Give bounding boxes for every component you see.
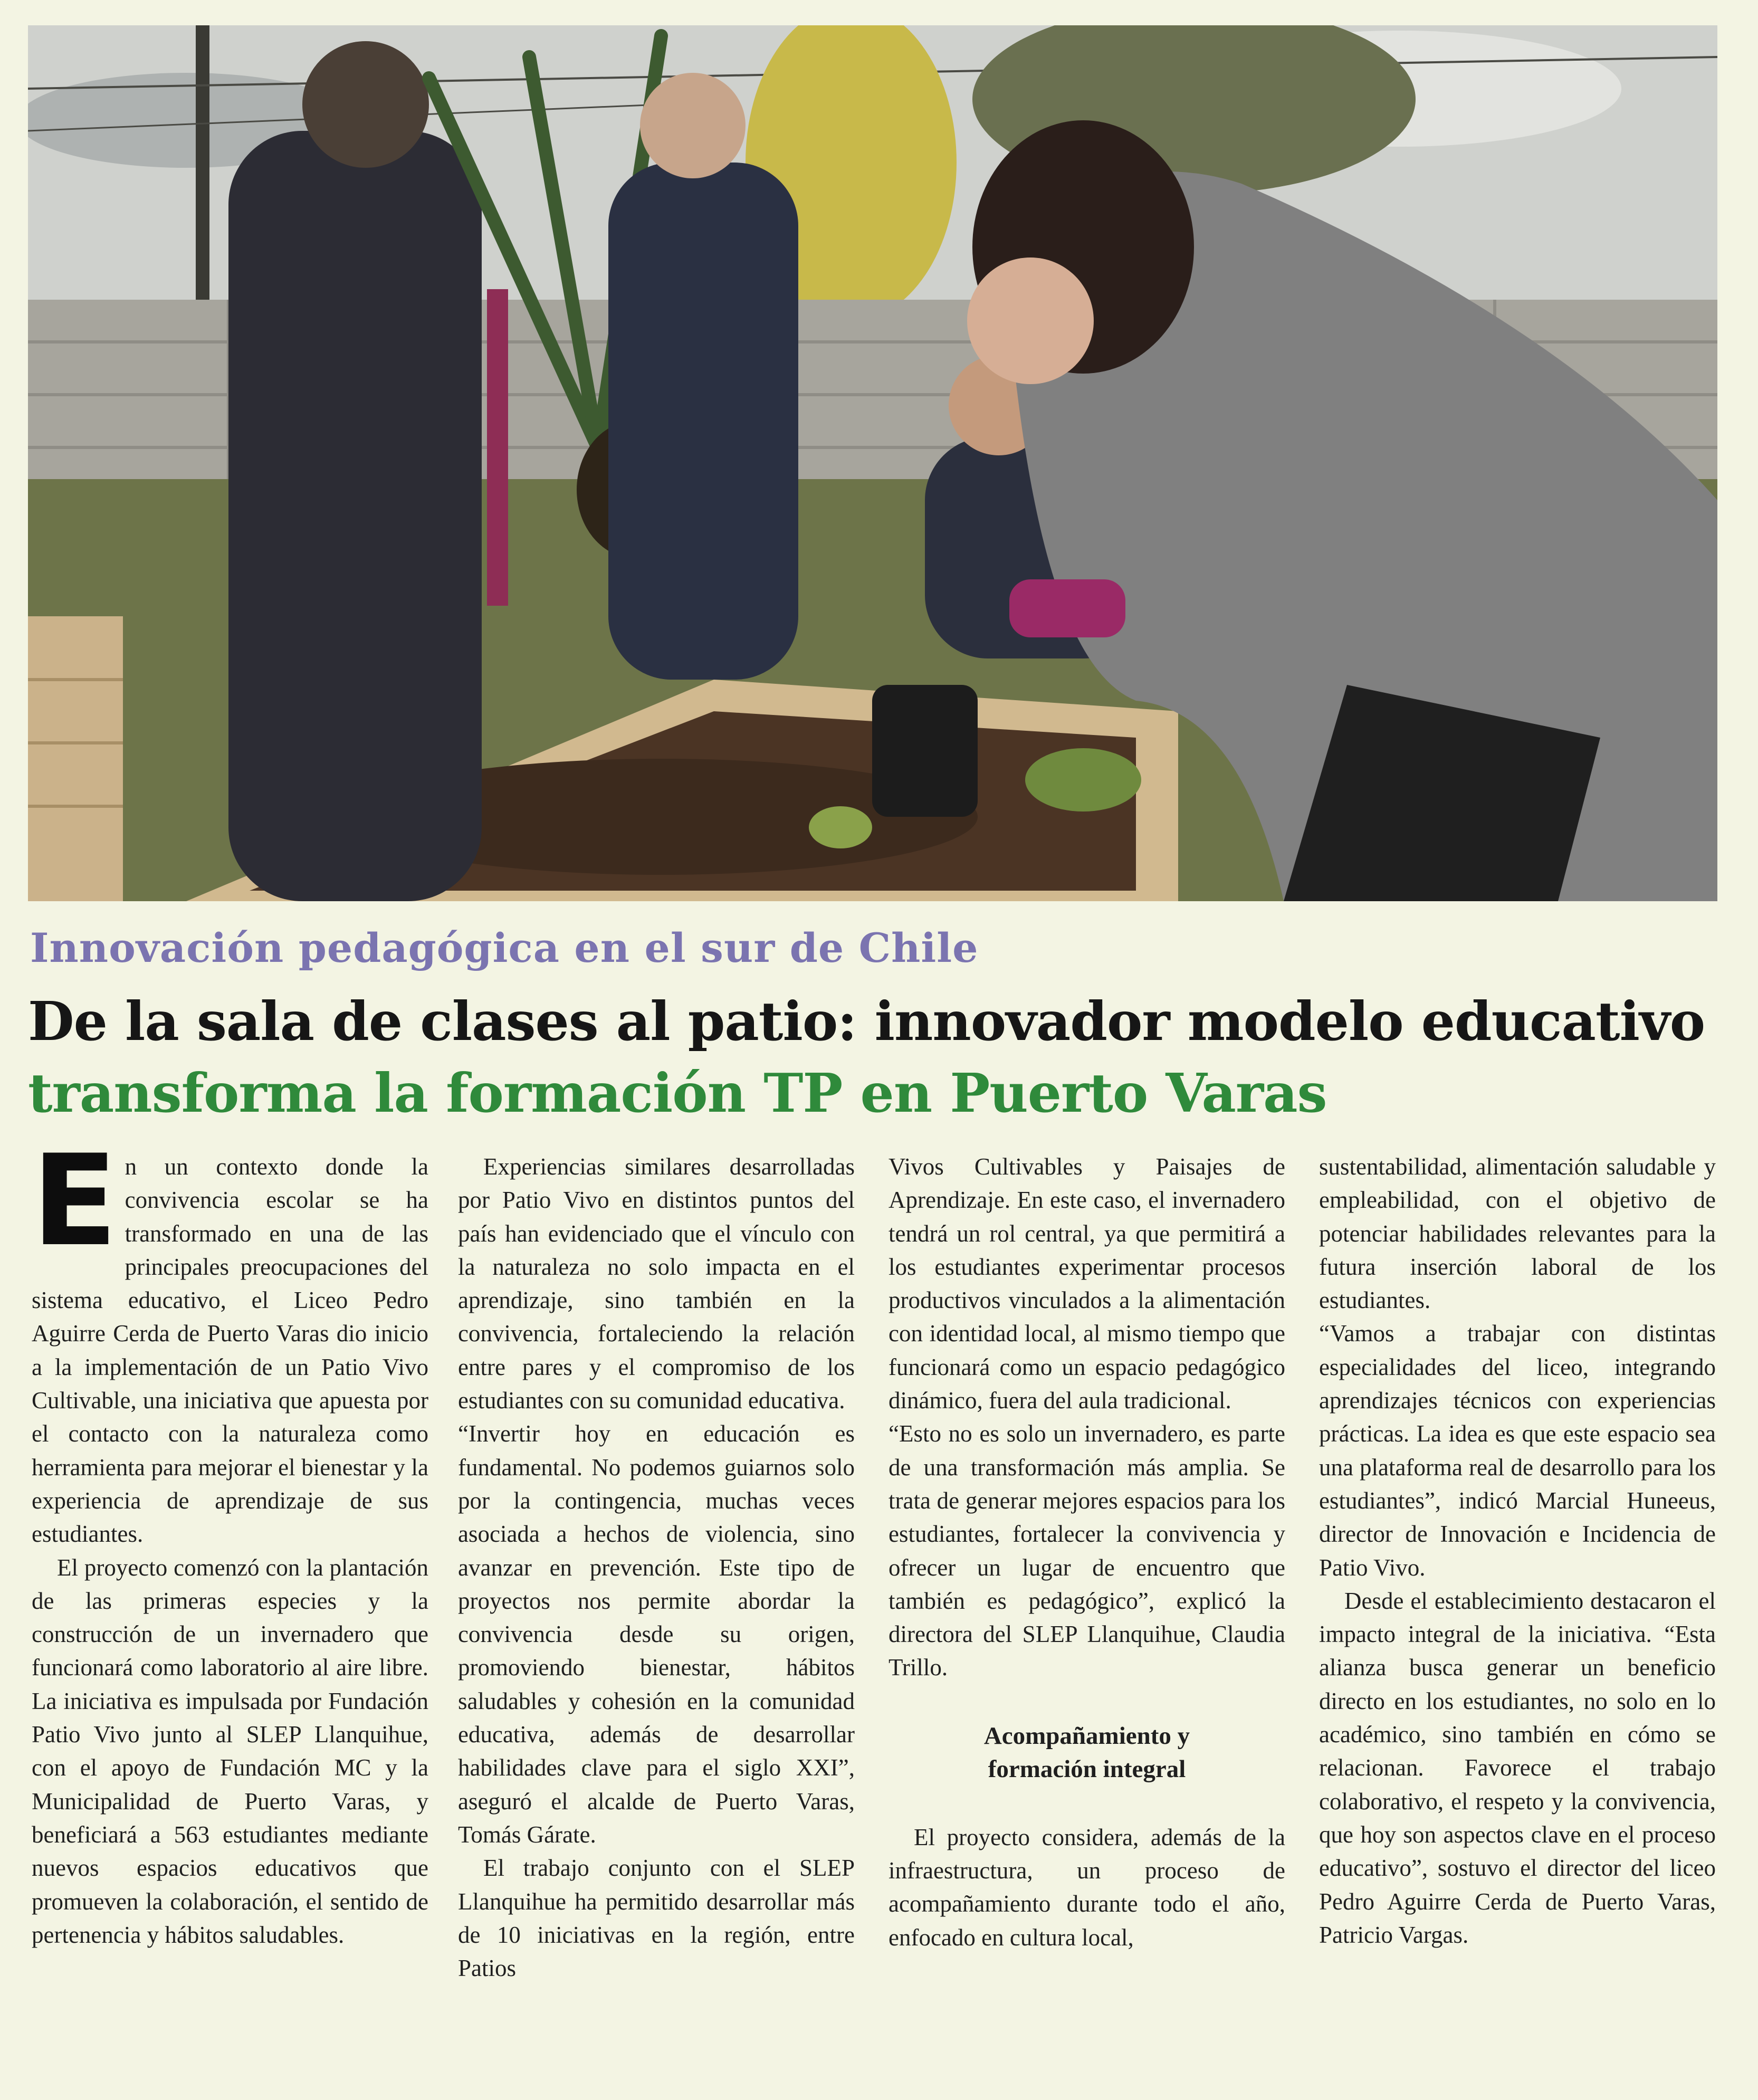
quote-paragraph: “Invertir hoy en educación es fundamental. No podemos guiarnos solo por la contingencia, muchas veces asociada a hechos de violencia, sino avanzar en prevención. Este tipo de proyectos nos permite abordar la convivencia desde su origen, promoviendo bienestar, hábitos saludables y cohesión en la comunidad educativa, además de desarrollar habilidades clave para el siglo XXI”, aseguró el alcalde de Puerto Varas, Tomás Gárate. xyxy=(458,1420,855,1848)
paragraph: El proyecto considera, además de la infraestructura, un proceso de acompañamiento durante todo el año, enfocado en cultura local, xyxy=(888,1824,1285,1951)
subheading-line-1: Acompañamiento y xyxy=(983,1722,1190,1750)
photo-illustration xyxy=(28,25,1717,901)
article-column-4 xyxy=(1319,1150,1716,1952)
paragraph: El proyecto comenzó con la plantación de las primeras especies y la construcción de un invernadero que funcionará como laboratorio al aire libre. La iniciativa es impulsada por Fundación Patio Vivo junto al SLEP Llanquihue, con el apoyo de Fundación MC y la Municipalidad de Puerto Varas, y beneficiará a 563 estudiantes mediante nuevos espacios educativos que promueven la colaboración, el sentido de pertenencia y hábitos saludables. xyxy=(32,1554,428,1948)
subheading-line-2: formación integral xyxy=(988,1755,1186,1783)
paragraph: Desde el establecimiento destacaron el impacto integral de la iniciativa. “Esta alianza busca generar un beneficio directo en los estudiantes, no solo en lo académico, sino también en cómo se relacionan. Favorece el trabajo colaborativo, el respeto y la convivencia, que hoy son aspectos clave en el proceso educativo”, sostuvo el director del liceo Pedro Aguirre Cerda de Puerto Varas, Patricio Vargas. xyxy=(1319,1587,1716,1948)
headline-part-green: transforma la formación TP en Puerto Varas xyxy=(28,1062,1327,1124)
quote-paragraph: “Esto no es solo un invernadero, es parte de una transformación más amplia. Se trata de generar mejores espacios para los estudiantes, fortalecer la convivencia y ofrecer un lugar de encuentro que también es pedagógico”, explicó la directora del SLEP Llanquihue, Claudia Trillo. xyxy=(888,1420,1285,1681)
article-photo xyxy=(28,25,1717,901)
paragraph: sustentabilidad, alimentación saludable y empleabilidad, con el objetivo de potenciar habilidades relevantes para la futura inserción laboral de los estudiantes. xyxy=(1319,1153,1716,1314)
paragraph: Experiencias similares desarrolladas por Patio Vivo en distintos puntos del país han evidenciado que el vínculo con la naturaleza no solo impacta en el aprendizaje, sino también en la convivencia, fortaleciendo la relación entre pares y el compromiso de los estudiantes con su comunidad educativa. xyxy=(458,1153,855,1414)
paragraph-intro xyxy=(32,1128,428,1551)
article-column-2 xyxy=(458,1150,855,1985)
paragraph-intro-text: n un contexto donde la convivencia escolar se ha transformado en una de las principales preocupaciones del sistema educativo, el Liceo Pedro Aguirre Cerda de Puerto Varas dio inicio a la implementación de un Patio Vivo Cultivable, una iniciativa que apuesta por el contacto con la naturaleza como herramienta para mejorar el bienestar y la experiencia de aprendizaje de sus estudiantes. xyxy=(32,1153,428,1548)
article-headline xyxy=(28,986,1737,1129)
paragraph: Vivos Cultivables y Paisajes de Aprendizaje. En este caso, el invernadero tendrá un rol central, ya que permitirá a los estudiantes experimentar procesos productivos vinculados a la alimentación con identidad local, al mismo tiempo que funcionará como un espacio pedagógico dinámico, fuera del aula tradicional. xyxy=(888,1153,1285,1414)
drop-cap: E xyxy=(32,1128,118,1274)
article-kicker: Innovación pedagógica en el sur de Chile xyxy=(30,924,979,971)
article-column-3 xyxy=(888,1150,1285,1954)
section-subheading xyxy=(888,1720,1285,1786)
quote-paragraph: “Vamos a trabajar con distintas especialidades del liceo, integrando aprendizajes técnicos con experiencias prácticas. La idea es que este espacio sea una plataforma real de desarrollo para los estudiantes”, indicó Marcial Huneeus, director de Innovación e Incidencia de Patio Vivo. xyxy=(1319,1320,1716,1581)
article-column-1 xyxy=(32,1128,428,1952)
headline-part-black: De la sala de clases al patio: innovador modelo educativo xyxy=(28,990,1705,1053)
paragraph: El trabajo conjunto con el SLEP Llanquihue ha permitido desarrollar más de 10 iniciativas en la región, entre Patios xyxy=(458,1855,855,1982)
